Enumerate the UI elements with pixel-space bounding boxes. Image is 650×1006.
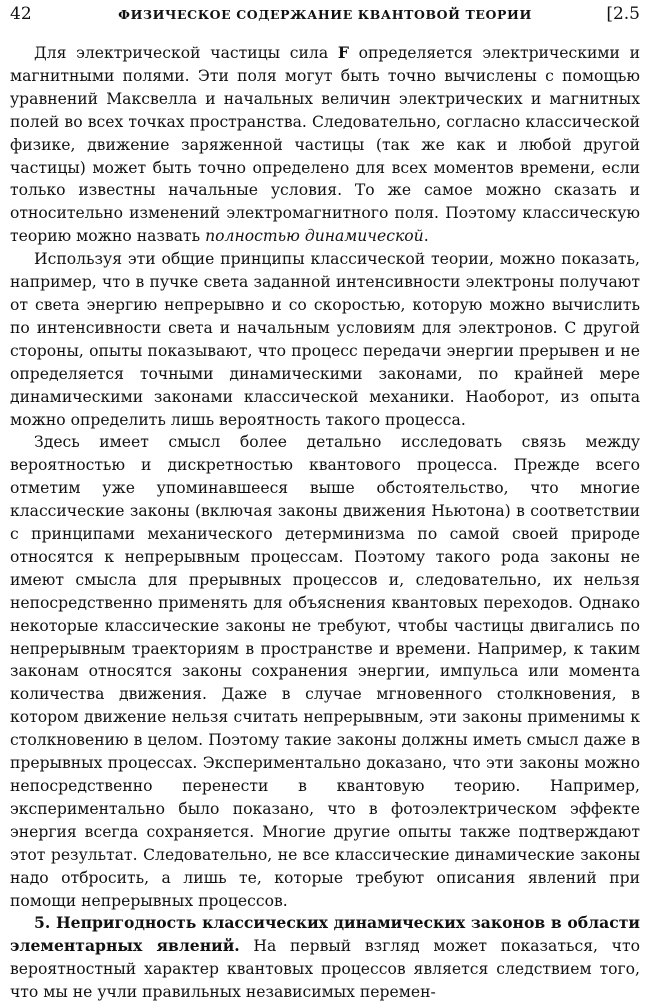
section-heading: 5. Непригодность классических динамических законов в области элементарных явлений.: [10, 913, 640, 956]
running-title: ФИЗИЧЕСКОЕ СОДЕРЖАНИЕ КВАНТОВОЙ ТЕОРИИ: [118, 7, 532, 22]
paragraph-text: .: [423, 227, 429, 246]
page-body: [10, 42, 640, 1004]
emphasis-fully-dynamic: полностью динамической: [205, 227, 424, 246]
paragraph-text: На первый взгляд может показаться, что вероятностный характер квантовых процессов является следствием того, что мы не учли правильных независимых перемен-: [10, 937, 640, 1002]
paragraph-probability-discreteness: Здесь имеет смысл более детально исследовать связь между вероятностью и дискретностью квантового процесса. Прежде всего отметим уже упоминавшееся выше обстоятельство, что многие классические законы (включая законы движения Ньютона) в соответствии с принципами механического детерминизма по самой своей природе относятся к непрерывным процессам. Поэтому такого рода законы не имеют смысла для прерывных процессов и, следовательно, их нельзя непосредственно применять для объяснения квантовых переходов. Однако некоторые классические законы не требуют, чтобы частицы двигались по непрерывным траекториям в пространстве и времени. Например, к таким законам относятся законы сохранения энергии, импульса или момента количества движения. Даже в случае мгновенного столкновения, в котором движение нельзя считать непрерывным, эти законы применимы к столкновению в целом. Поэтому такие законы должны иметь смысл даже в прерывных процессах. Экспериментально доказано, что эти законы можно непосредственно перенести в квантовую теорию. Например, экспериментально было показано, что в фотоэлектрическом эффекте энергия всегда сохраняется. Многие другие опыты также подтверждают этот результат. Следовательно, не все классические динамические законы надо отбросить, а лишь те, которые требуют описания явлений при помощи непрерывных процессов.: [10, 433, 640, 910]
page-number: 42: [10, 4, 32, 24]
paragraph-text: определяется электрическими и магнитными полями. Эти поля могут быть точно вычислены с помощью уравнений Максвелла и начальных величин электрических и магнитных полей во всех точках пространства. Следовательно, согласно классической физике, движение заряженной частицы (так же как и любой другой частицы) может быть точно определено для всех моментов времени, если только известны начальные условия. То же самое можно сказать и относительно изменений электромагнитного поля. Поэтому классическую теорию можно назвать: [10, 44, 640, 246]
paragraph-classical-fields: [10, 42, 640, 248]
section-reference: [2.5: [606, 4, 640, 24]
paragraph-section-5: [10, 912, 640, 1004]
paragraph-energy-transfer: Используя эти общие принципы классической теории, можно показать, например, что в пучке света заданной интенсивности электроны получают от света энергию непрерывно и со скоростью, которую можно вычислить по интенсивности света и начальным условиям для электронов. С другой стороны, опыты показывают, что процесс передачи энергии прерывен и не определяется точными динамическими законами, по крайней мере динамическими законами классической механики. Наоборот, из опыта можно определить лишь вероятность такого процесса.: [10, 250, 640, 429]
force-symbol: F: [337, 43, 349, 62]
page-header: [10, 4, 640, 28]
paragraph-text: Для электрической частицы сила: [34, 44, 338, 62]
